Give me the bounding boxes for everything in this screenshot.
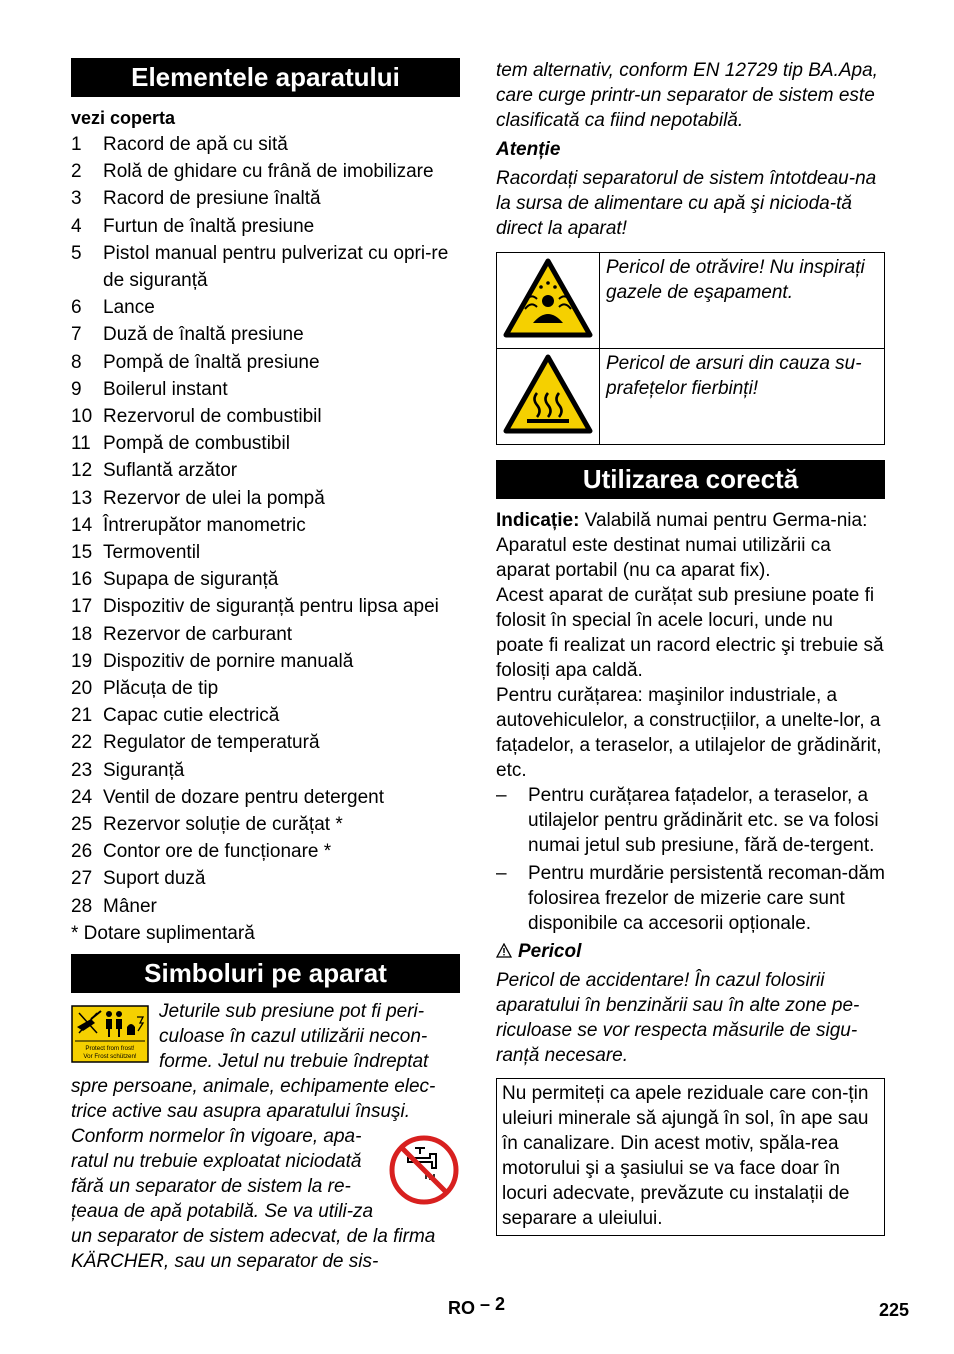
warning-row-toxic xyxy=(497,253,885,349)
section-title-device-elements: Elementele aparatului xyxy=(71,58,460,97)
symbols-paragraph-2: Conform normelor în vigoare, apa-ratul nu trebuie exploatat niciodată fără un separator de sistem la re-țeaua de apă potabilă. Se va utili-za un separator de sistem adecvat, de la firma KÄRCHER, sau un separator de sis- xyxy=(71,1125,436,1272)
element-number: 20 xyxy=(71,678,93,700)
element-name: Suflantă arzător xyxy=(103,460,238,482)
element-number: 6 xyxy=(71,297,82,319)
element-number: 12 xyxy=(71,460,93,482)
warning-row-hot xyxy=(497,349,885,445)
element-name: Supapa de siguranță xyxy=(103,569,279,591)
element-list-item xyxy=(71,294,460,321)
element-list-item xyxy=(71,729,460,756)
frost-label-text-en: Protect from frost! xyxy=(85,1044,135,1052)
footer-lang: RO xyxy=(448,1298,475,1318)
element-number: 24 xyxy=(71,786,93,808)
element-name: Capac cutie electrică xyxy=(103,705,280,727)
warning-triangle-icon xyxy=(496,943,512,958)
element-number: 23 xyxy=(71,759,93,781)
no-drinking-water-image xyxy=(388,1134,460,1211)
element-name: Pistol manual pentru pulverizat cu opri-re de siguranță xyxy=(103,242,449,292)
element-list-item xyxy=(71,539,460,566)
frost-label-image xyxy=(71,1005,149,1068)
frost-label-text-de: Vor Frost schützen! xyxy=(83,1052,137,1060)
attention-heading: Atenție xyxy=(496,139,561,160)
element-name: Siguranță xyxy=(103,759,185,781)
element-list-item xyxy=(71,621,460,648)
element-name: Plăcuța de tip xyxy=(103,678,219,700)
element-number: 14 xyxy=(71,514,93,536)
element-list-item xyxy=(71,321,460,348)
see-cover-subheading: vezi coperta xyxy=(71,108,176,128)
usage-bullet-item xyxy=(496,783,885,858)
element-name: Contor ore de funcționare * xyxy=(103,841,332,863)
usage-bullet-item xyxy=(496,861,885,936)
element-number: 27 xyxy=(71,868,93,890)
note-text: Valabilă numai pentru Germa-nia: Aparatul este destinat numai utilizării ca aparat portabil (nu ca aparat fix). xyxy=(496,510,868,581)
element-name: Lance xyxy=(103,297,155,319)
element-number: 4 xyxy=(71,215,82,237)
note-label: Indicație: xyxy=(496,510,580,531)
element-number: 1 xyxy=(71,134,82,155)
footnote: * Dotare suplimentară xyxy=(71,922,255,944)
element-list-item xyxy=(71,158,460,185)
section-title-correct-use: Utilizarea corectă xyxy=(496,460,885,499)
element-list-item xyxy=(71,457,460,484)
element-number: 11 xyxy=(71,433,91,455)
element-name: Furtun de înaltă presiune xyxy=(103,215,315,237)
bullet-dash: – xyxy=(496,785,507,806)
element-number: 25 xyxy=(71,814,93,836)
usage-bullet-list xyxy=(496,783,885,936)
element-name: Pompă de combustibil xyxy=(103,433,290,455)
note-paragraph xyxy=(496,508,885,583)
element-number: 5 xyxy=(71,242,82,264)
element-name: Racord de apă cu sită xyxy=(103,134,288,155)
element-list-item xyxy=(71,213,460,240)
element-number: 13 xyxy=(71,487,93,509)
element-list-item xyxy=(71,702,460,729)
right-column xyxy=(496,58,885,1236)
warning-symbols-table xyxy=(496,252,885,445)
element-name: Regulator de temperatură xyxy=(103,732,320,754)
element-list-item xyxy=(71,566,460,593)
element-number: 26 xyxy=(71,841,93,863)
left-column xyxy=(71,58,460,1274)
frost-label-icon xyxy=(71,1005,149,1063)
bullet-text: Pentru curățarea fațadelor, a teraselor, a utilajelor pentru grădinărit etc. se va folosi numai jetul sub presiune, fără de-tergent. xyxy=(528,785,879,856)
element-name: Mâner xyxy=(103,895,157,917)
toxic-gas-warning-text: Pericol de otrăvire! Nu inspirați gazele de eşapament. xyxy=(600,253,885,349)
usage-paragraph-2: Pentru curățarea: maşinilor industriale, a autovehiculelor, a construcțiilor, a unelte-lor, a fațadelor, a teraselor, a utilajelor de grădinărit, etc. xyxy=(496,685,882,781)
danger-heading xyxy=(496,939,885,964)
danger-text: Pericol de accidentare! În cazul folosirii aparatului în benzinării sau în alte zone pe-riculoase se vor respecta măsurile de sigu-ranță necesare. xyxy=(496,970,860,1066)
no-drinking-water-connection-icon xyxy=(388,1134,460,1206)
footer-language-code xyxy=(448,1294,506,1319)
element-list-item xyxy=(71,131,460,158)
element-name: Racord de presiune înaltă xyxy=(103,188,321,210)
symbols-paragraph-1: Jeturile sub presiune pot fi peri-culoase în cazul utilizării necon-forme. Jetul nu trebuie îndreptat spre persoane, animale, echipamente elec-trice active sau asupra aparatului însuşi. xyxy=(71,1000,436,1122)
element-number: 7 xyxy=(71,324,82,346)
element-list-item xyxy=(71,893,460,920)
element-name: Rezervor soluție de curățat * xyxy=(103,814,343,836)
element-number: 3 xyxy=(71,188,82,210)
element-number: 22 xyxy=(71,732,93,754)
element-list-item xyxy=(71,675,460,702)
element-name: Boilerul instant xyxy=(103,378,228,400)
continued-paragraph: tem alternativ, conform EN 12729 tip BA.Apa, care curge printr-un separator de sistem este clasificată ca fiind nepotabilă. xyxy=(496,60,878,131)
element-list-item xyxy=(71,430,460,457)
element-name: Pompă de înaltă presiune xyxy=(103,351,320,373)
bullet-dash: – xyxy=(496,863,507,884)
element-number: 17 xyxy=(71,596,93,618)
page-number: 225 xyxy=(879,1300,910,1320)
element-name: Dispozitiv de pornire manuală xyxy=(103,650,354,672)
element-number: 15 xyxy=(71,542,93,564)
element-list-item xyxy=(71,838,460,865)
element-list xyxy=(71,131,460,920)
element-list-item xyxy=(71,784,460,811)
element-name: Rezervor de ulei la pompă xyxy=(103,487,325,509)
element-list-item xyxy=(71,648,460,675)
element-list-item xyxy=(71,376,460,403)
element-name: Ventil de dozare pentru detergent xyxy=(103,786,384,808)
element-name: Duză de înaltă presiune xyxy=(103,324,304,346)
hot-surface-warning-icon xyxy=(503,353,593,435)
symbols-block xyxy=(71,999,460,1274)
hot-surface-warning-cell xyxy=(497,349,600,445)
element-number: 9 xyxy=(71,378,82,400)
element-number: 18 xyxy=(71,623,93,645)
element-list-item xyxy=(71,485,460,512)
element-name: Suport duză xyxy=(103,868,206,890)
bullet-text: Pentru murdărie persistentă recoman-dăm folosirea frezelor de mizerie care sunt disponibile ca accesorii opționale. xyxy=(528,863,885,934)
element-list-item xyxy=(71,593,460,620)
hot-surface-warning-text: Pericol de arsuri din cauza su-prafețelor fierbinți! xyxy=(600,349,885,445)
environment-notice-box: Nu permiteți ca apele reziduale care con-țin uleiuri minerale să ajungă în sol, în ape sau în canalizare. Din acest motiv, spăla-rea motorului şi a şasiului se va face doar în locuri adecvate, prevăzute cu instalații de separare a uleiului. xyxy=(496,1078,885,1236)
danger-heading-text: Pericol xyxy=(518,941,582,962)
element-number: 10 xyxy=(71,406,93,428)
element-name: Rolă de ghidare cu frână de imobilizare xyxy=(103,161,434,183)
element-name: Termoventil xyxy=(103,542,201,564)
element-list-item xyxy=(71,757,460,784)
element-number: 19 xyxy=(71,650,93,672)
element-name: Dispozitiv de siguranță pentru lipsa apei xyxy=(103,596,439,618)
element-name: Întrerupător manometric xyxy=(103,514,306,536)
element-list-item xyxy=(71,240,460,294)
toxic-gas-warning-icon xyxy=(503,257,593,339)
element-list-item xyxy=(71,811,460,838)
element-number: 2 xyxy=(71,161,82,183)
element-list-item xyxy=(71,512,460,539)
element-name: Rezervorul de combustibil xyxy=(103,406,322,428)
footer-section-number: – 2 xyxy=(480,1294,506,1314)
usage-paragraph-1: Acest aparat de curățat sub presiune poate fi folosit în special în acele locuri, unde nu poate fi realizat un racord electric şi trebuie să folosiți apa caldă. xyxy=(496,585,884,681)
element-number: 16 xyxy=(71,569,93,591)
element-number: 28 xyxy=(71,895,93,917)
element-list-item xyxy=(71,349,460,376)
element-list-item xyxy=(71,403,460,430)
section-title-symbols: Simboluri pe aparat xyxy=(71,954,460,993)
element-number: 21 xyxy=(71,705,93,727)
toxic-gas-warning-cell xyxy=(497,253,600,349)
element-list-item xyxy=(71,865,460,892)
attention-text: Racordați separatorul de sistem întotdeau-na la sursa de alimentare cu apă şi niciodа-tă direct la aparat! xyxy=(496,168,877,239)
element-number: 8 xyxy=(71,351,82,373)
element-name: Rezervor de carburant xyxy=(103,623,293,645)
element-list-item xyxy=(71,185,460,212)
